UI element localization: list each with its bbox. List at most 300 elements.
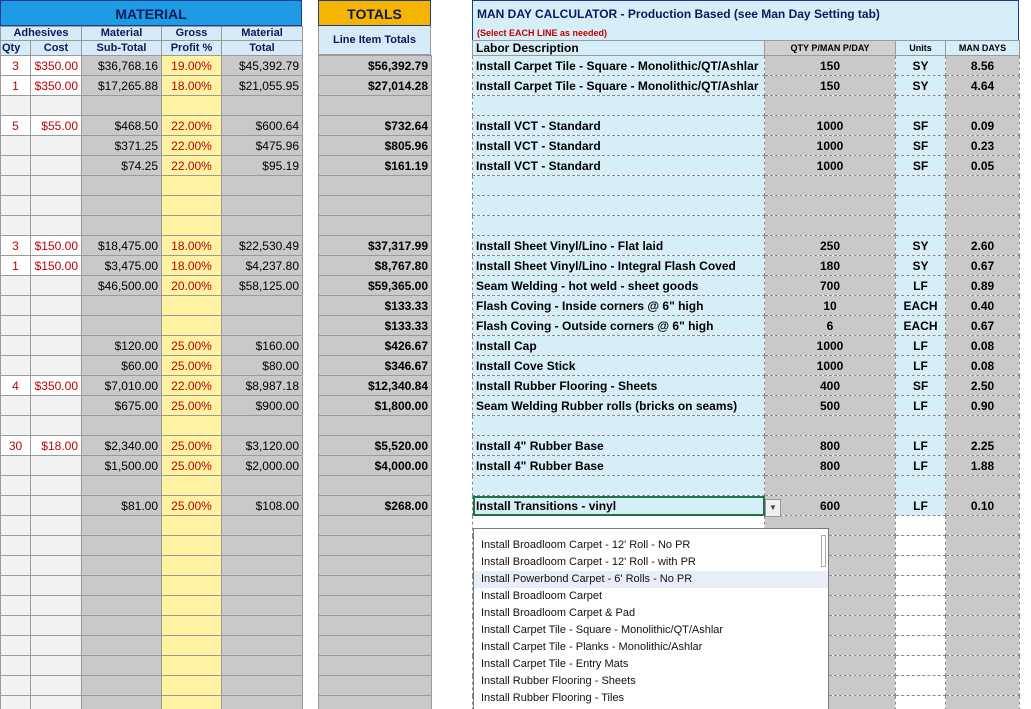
- gross-profit-cell[interactable]: [162, 476, 222, 496]
- labor-description-cell[interactable]: Install Sheet Vinyl/Lino - Integral Flash Coved: [473, 256, 765, 276]
- qty-cell[interactable]: [1, 596, 31, 616]
- subtotal-cell[interactable]: [82, 516, 162, 536]
- material-total-cell[interactable]: $4,237.80: [222, 256, 303, 276]
- line-item-total-cell[interactable]: $426.67: [319, 336, 432, 356]
- subtotal-cell[interactable]: [82, 96, 162, 116]
- material-total-cell[interactable]: [222, 176, 303, 196]
- dropdown-option[interactable]: Install Rubber Flooring - Tiles: [481, 692, 625, 704]
- labor-description-cell[interactable]: [473, 96, 765, 116]
- gross-profit-cell[interactable]: [162, 416, 222, 436]
- material-total-cell[interactable]: [222, 656, 303, 676]
- man-days-cell: 0.09: [946, 116, 1020, 136]
- subtotal-cell[interactable]: [82, 556, 162, 576]
- man-day-row: [473, 216, 1020, 236]
- man-days-cell: 1.88: [946, 456, 1020, 476]
- cost-cell[interactable]: [31, 496, 82, 516]
- subtotal-cell[interactable]: $81.00: [82, 496, 162, 516]
- labor-description-cell[interactable]: [473, 416, 765, 436]
- material-total-cell[interactable]: $95.19: [222, 156, 303, 176]
- subtotal-cell[interactable]: $17,265.88: [82, 76, 162, 96]
- totals-row: [319, 656, 432, 676]
- cost-cell[interactable]: [31, 456, 82, 476]
- totals-row: [319, 136, 432, 156]
- cost-cell[interactable]: [31, 276, 82, 296]
- labor-description-cell[interactable]: Install 4" Rubber Base: [473, 436, 765, 456]
- cost-cell[interactable]: $55.00: [31, 116, 82, 136]
- line-item-total-cell[interactable]: [319, 636, 432, 656]
- qty-cell[interactable]: [1, 536, 31, 556]
- gross-profit-cell[interactable]: [162, 636, 222, 656]
- cost-cell[interactable]: [31, 96, 82, 116]
- labor-description-dropdown[interactable]: [473, 528, 829, 709]
- cost-cell[interactable]: [31, 596, 82, 616]
- cost-cell[interactable]: [31, 296, 82, 316]
- gross-profit-cell[interactable]: [162, 576, 222, 596]
- subtotal-cell[interactable]: [82, 676, 162, 696]
- qty-cell[interactable]: [1, 316, 31, 336]
- labor-description-cell[interactable]: [473, 196, 765, 216]
- dropdown-toggle-button[interactable]: [765, 499, 781, 517]
- material-total-cell[interactable]: $160.00: [222, 336, 303, 356]
- labor-description-cell[interactable]: Seam Welding - hot weld - sheet goods: [473, 276, 765, 296]
- material-total-cell[interactable]: [222, 576, 303, 596]
- line-item-total-cell[interactable]: [319, 596, 432, 616]
- labor-description-cell[interactable]: Install VCT - Standard: [473, 116, 765, 136]
- subtotal-cell[interactable]: [82, 216, 162, 236]
- cost-cell[interactable]: [31, 636, 82, 656]
- qty-per-man-cell[interactable]: [765, 216, 896, 236]
- material-total-cell[interactable]: [222, 316, 303, 336]
- qty-cell[interactable]: [1, 196, 31, 216]
- qty-cell[interactable]: [1, 356, 31, 376]
- labor-description-cell[interactable]: Install Carpet Tile - Square - Monolithic/QT/Ashlar: [473, 76, 765, 96]
- cost-cell[interactable]: $18.00: [31, 436, 82, 456]
- man-days-cell: 2.60: [946, 236, 1020, 256]
- line-item-total-cell[interactable]: [319, 196, 432, 216]
- qty-cell[interactable]: [1, 416, 31, 436]
- line-item-total-cell[interactable]: [319, 676, 432, 696]
- line-item-total-cell[interactable]: [319, 556, 432, 576]
- gross-profit-cell[interactable]: 22.00%: [162, 156, 222, 176]
- gross-profit-cell[interactable]: [162, 296, 222, 316]
- gross-profit-cell[interactable]: [162, 556, 222, 576]
- cost-cell[interactable]: [31, 216, 82, 236]
- subtotal-header-top: Material: [82, 27, 162, 41]
- cost-cell[interactable]: [31, 696, 82, 709]
- line-item-total-cell[interactable]: $4,000.00: [319, 456, 432, 476]
- subtotal-cell[interactable]: [82, 696, 162, 709]
- subtotal-cell[interactable]: $36,768.16: [82, 56, 162, 76]
- line-item-total-cell[interactable]: [319, 216, 432, 236]
- subtotal-cell[interactable]: [82, 576, 162, 596]
- man-day-row: [473, 296, 1020, 316]
- gross-profit-cell[interactable]: [162, 656, 222, 676]
- qty-cell[interactable]: 4: [1, 376, 31, 396]
- qty-cell[interactable]: [1, 496, 31, 516]
- subtotal-cell[interactable]: [82, 536, 162, 556]
- cost-cell[interactable]: [31, 336, 82, 356]
- qty-per-man-cell[interactable]: 150: [765, 56, 896, 76]
- subtotal-cell[interactable]: $2,340.00: [82, 436, 162, 456]
- qty-cell[interactable]: [1, 216, 31, 236]
- gross-profit-cell[interactable]: [162, 196, 222, 216]
- cost-cell[interactable]: [31, 176, 82, 196]
- material-total-cell[interactable]: [222, 516, 303, 536]
- gross-profit-cell[interactable]: 22.00%: [162, 376, 222, 396]
- cost-cell[interactable]: $350.00: [31, 56, 82, 76]
- gross-profit-cell[interactable]: 19.00%: [162, 56, 222, 76]
- select-each-line-note: (Select EACH LINE as needed): [472, 26, 1019, 40]
- material-total-cell[interactable]: [222, 476, 303, 496]
- dropdown-option[interactable]: Install Carpet Tile - Square - Monolithic/QT/Ashlar: [481, 624, 724, 636]
- qty-cell[interactable]: [1, 516, 31, 536]
- qty-per-man-cell[interactable]: 500: [765, 396, 896, 416]
- qty-per-man-cell[interactable]: [765, 476, 896, 496]
- man-days-header: MAN DAYS: [946, 41, 1020, 56]
- material-total-cell[interactable]: $475.96: [222, 136, 303, 156]
- cost-cell[interactable]: [31, 156, 82, 176]
- line-item-total-cell[interactable]: $12,340.84: [319, 376, 432, 396]
- dropdown-option[interactable]: Install Rubber Flooring - Sheets: [481, 675, 636, 687]
- subtotal-cell[interactable]: $60.00: [82, 356, 162, 376]
- line-item-total-cell[interactable]: $59,365.00: [319, 276, 432, 296]
- units-cell: LF: [896, 496, 946, 516]
- gross-profit-cell[interactable]: [162, 696, 222, 709]
- qty-per-man-cell[interactable]: 1000: [765, 116, 896, 136]
- line-item-total-cell[interactable]: $268.00: [319, 496, 432, 516]
- material-total-cell[interactable]: [222, 556, 303, 576]
- material-total-cell[interactable]: [222, 596, 303, 616]
- gross-profit-cell[interactable]: 18.00%: [162, 76, 222, 96]
- line-item-total-cell[interactable]: [319, 576, 432, 596]
- qty-cell[interactable]: [1, 296, 31, 316]
- labor-description-cell[interactable]: [473, 176, 765, 196]
- subtotal-cell[interactable]: [82, 596, 162, 616]
- labor-description-cell[interactable]: [473, 476, 765, 496]
- line-item-total-cell[interactable]: $133.33: [319, 296, 432, 316]
- dropdown-option[interactable]: Install Broadloom Carpet & Pad: [481, 607, 636, 619]
- subtotal-cell[interactable]: [82, 316, 162, 336]
- material-total-cell[interactable]: [222, 616, 303, 636]
- cost-cell[interactable]: [31, 656, 82, 676]
- line-item-total-cell[interactable]: $133.33: [319, 316, 432, 336]
- line-item-total-cell[interactable]: [319, 616, 432, 636]
- qty-per-man-cell[interactable]: 150: [765, 76, 896, 96]
- line-item-total-cell[interactable]: $37,317.99: [319, 236, 432, 256]
- line-item-total-cell[interactable]: $732.64: [319, 116, 432, 136]
- units-cell: SY: [896, 256, 946, 276]
- qty-per-man-cell[interactable]: 1000: [765, 156, 896, 176]
- gross-profit-cell[interactable]: 25.00%: [162, 436, 222, 456]
- qty-cell[interactable]: [1, 136, 31, 156]
- totals-row: [319, 496, 432, 516]
- cost-cell[interactable]: [31, 316, 82, 336]
- labor-description-cell[interactable]: Flash Coving - Outside corners @ 6" high: [473, 316, 765, 336]
- man-days-cell: 0.90: [946, 396, 1020, 416]
- line-item-total-cell[interactable]: $56,392.79: [319, 56, 432, 76]
- line-item-total-cell[interactable]: [319, 176, 432, 196]
- subtotal-cell[interactable]: $18,475.00: [82, 236, 162, 256]
- material-total-cell[interactable]: $900.00: [222, 396, 303, 416]
- line-item-total-cell[interactable]: [319, 536, 432, 556]
- subtotal-cell[interactable]: $74.25: [82, 156, 162, 176]
- material-total-cell[interactable]: $600.64: [222, 116, 303, 136]
- subtotal-cell[interactable]: [82, 476, 162, 496]
- cost-cell[interactable]: [31, 556, 82, 576]
- subtotal-cell[interactable]: $46,500.00: [82, 276, 162, 296]
- material-row: [1, 356, 303, 376]
- gross-profit-cell[interactable]: 25.00%: [162, 456, 222, 476]
- dropdown-option[interactable]: Install Broadloom Carpet - 12' Roll - with PR: [481, 556, 696, 568]
- line-item-total-cell[interactable]: $27,014.28: [319, 76, 432, 96]
- gross-profit-cell[interactable]: 22.00%: [162, 136, 222, 156]
- cost-cell[interactable]: $350.00: [31, 76, 82, 96]
- cost-cell[interactable]: [31, 476, 82, 496]
- material-total-cell[interactable]: $45,392.79: [222, 56, 303, 76]
- qty-cell[interactable]: [1, 676, 31, 696]
- line-item-total-cell[interactable]: $805.96: [319, 136, 432, 156]
- units-cell: [896, 636, 946, 656]
- qty-per-man-cell[interactable]: 1000: [765, 336, 896, 356]
- qty-cell[interactable]: 5: [1, 116, 31, 136]
- man-day-row: [473, 356, 1020, 376]
- gross-profit-cell[interactable]: [162, 316, 222, 336]
- qty-per-man-cell[interactable]: 800: [765, 436, 896, 456]
- totals-row: [319, 276, 432, 296]
- gross-profit-cell[interactable]: 25.00%: [162, 396, 222, 416]
- qty-cell[interactable]: 3: [1, 236, 31, 256]
- gross-profit-cell[interactable]: [162, 596, 222, 616]
- gross-profit-cell[interactable]: 22.00%: [162, 116, 222, 136]
- gross-profit-cell[interactable]: [162, 536, 222, 556]
- material-total-cell[interactable]: [222, 296, 303, 316]
- dropdown-option[interactable]: Install Powerbond Carpet - 6' Rolls - No PR: [474, 571, 828, 588]
- qty-cell[interactable]: [1, 656, 31, 676]
- qty-cell[interactable]: 3: [1, 56, 31, 76]
- material-total-cell[interactable]: $3,120.00: [222, 436, 303, 456]
- labor-description-cell[interactable]: Install Sheet Vinyl/Lino - Flat laid: [473, 236, 765, 256]
- labor-description-cell[interactable]: [473, 216, 765, 236]
- units-cell: SY: [896, 56, 946, 76]
- subtotal-cell[interactable]: [82, 416, 162, 436]
- line-item-total-cell[interactable]: [319, 476, 432, 496]
- qty-per-man-cell[interactable]: 250: [765, 236, 896, 256]
- gross-profit-cell[interactable]: 25.00%: [162, 336, 222, 356]
- qty-per-man-cell[interactable]: 700: [765, 276, 896, 296]
- cost-cell[interactable]: [31, 536, 82, 556]
- qty-per-man-cell[interactable]: 180: [765, 256, 896, 276]
- gross-profit-cell[interactable]: 25.00%: [162, 356, 222, 376]
- qty-per-man-cell[interactable]: 10: [765, 296, 896, 316]
- qty-cell[interactable]: 1: [1, 76, 31, 96]
- qty-per-man-cell[interactable]: [765, 416, 896, 436]
- subtotal-cell[interactable]: $7,010.00: [82, 376, 162, 396]
- cost-cell[interactable]: [31, 616, 82, 636]
- dropdown-scrollbar-thumb[interactable]: [821, 535, 826, 567]
- man-days-cell: 0.89: [946, 276, 1020, 296]
- gross-profit-cell[interactable]: [162, 516, 222, 536]
- labor-description-cell[interactable]: Install VCT - Standard: [473, 136, 765, 156]
- subtotal-cell[interactable]: $675.00: [82, 396, 162, 416]
- qty-per-man-cell[interactable]: [765, 96, 896, 116]
- line-item-total-cell[interactable]: $8,767.80: [319, 256, 432, 276]
- labor-description-cell[interactable]: Seam Welding Rubber rolls (bricks on seams): [473, 396, 765, 416]
- subtotal-cell[interactable]: [82, 616, 162, 636]
- qty-cell[interactable]: 30: [1, 436, 31, 456]
- units-cell: LF: [896, 276, 946, 296]
- qty-per-man-cell[interactable]: 6: [765, 316, 896, 336]
- material-total-cell[interactable]: $2,000.00: [222, 456, 303, 476]
- material-total-cell[interactable]: [222, 636, 303, 656]
- line-item-total-cell[interactable]: [319, 516, 432, 536]
- units-cell: [896, 556, 946, 576]
- cost-cell[interactable]: $350.00: [31, 376, 82, 396]
- material-total-cell[interactable]: $8,987.18: [222, 376, 303, 396]
- totals-row: [319, 396, 432, 416]
- qty-per-man-cell[interactable]: [765, 196, 896, 216]
- gross-profit-cell[interactable]: [162, 676, 222, 696]
- cost-cell[interactable]: [31, 416, 82, 436]
- line-item-total-cell[interactable]: $1,800.00: [319, 396, 432, 416]
- material-row: [1, 536, 303, 556]
- material-total-cell[interactable]: [222, 696, 303, 709]
- subtotal-cell[interactable]: $3,475.00: [82, 256, 162, 276]
- qty-cell[interactable]: [1, 176, 31, 196]
- gross-profit-cell[interactable]: [162, 176, 222, 196]
- man-day-title-bar: [472, 0, 1019, 26]
- cost-cell[interactable]: [31, 356, 82, 376]
- totals-row: [319, 76, 432, 96]
- labor-description-cell[interactable]: Install 4" Rubber Base: [473, 456, 765, 476]
- qty-cell[interactable]: [1, 556, 31, 576]
- material-total-cell[interactable]: [222, 196, 303, 216]
- material-total-cell[interactable]: [222, 96, 303, 116]
- qty-cell[interactable]: [1, 156, 31, 176]
- units-header: Units: [896, 41, 946, 56]
- subtotal-cell[interactable]: [82, 296, 162, 316]
- units-cell: [896, 216, 946, 236]
- qty-per-man-cell[interactable]: 600: [765, 496, 896, 516]
- gross-profit-cell[interactable]: [162, 216, 222, 236]
- qty-cell[interactable]: [1, 336, 31, 356]
- subtotal-cell[interactable]: [82, 656, 162, 676]
- material-total-cell[interactable]: $22,530.49: [222, 236, 303, 256]
- subtotal-cell[interactable]: [82, 176, 162, 196]
- qty-cell[interactable]: 1: [1, 256, 31, 276]
- line-item-total-cell[interactable]: $346.67: [319, 356, 432, 376]
- gross-profit-cell[interactable]: 18.00%: [162, 256, 222, 276]
- material-total-cell[interactable]: [222, 216, 303, 236]
- subtotal-cell[interactable]: [82, 636, 162, 656]
- units-cell: [896, 176, 946, 196]
- qty-cell[interactable]: [1, 476, 31, 496]
- qty-per-man-header: QTY P/MAN P/DAY: [765, 41, 896, 56]
- labor-description-cell[interactable]: Install Cove Stick: [473, 356, 765, 376]
- material-total-cell[interactable]: $21,055.95: [222, 76, 303, 96]
- qty-per-man-cell[interactable]: [765, 176, 896, 196]
- line-item-total-cell[interactable]: [319, 96, 432, 116]
- labor-description-cell[interactable]: Install Rubber Flooring - Sheets: [473, 376, 765, 396]
- gross-profit-cell[interactable]: [162, 616, 222, 636]
- line-item-total-cell[interactable]: $5,520.00: [319, 436, 432, 456]
- man-days-cell: [946, 576, 1020, 596]
- units-cell: [896, 516, 946, 536]
- material-total-cell[interactable]: [222, 416, 303, 436]
- cost-cell[interactable]: [31, 576, 82, 596]
- material-total-cell[interactable]: [222, 676, 303, 696]
- line-item-total-cell[interactable]: [319, 696, 432, 709]
- labor-description-cell[interactable]: Flash Coving - Inside corners @ 6" high: [473, 296, 765, 316]
- material-total-cell[interactable]: $108.00: [222, 496, 303, 516]
- qty-cell[interactable]: [1, 396, 31, 416]
- subtotal-cell[interactable]: $1,500.00: [82, 456, 162, 476]
- material-row: [1, 436, 303, 456]
- man-day-row: [473, 96, 1020, 116]
- qty-cell[interactable]: [1, 96, 31, 116]
- cost-cell[interactable]: $150.00: [31, 256, 82, 276]
- material-total-cell[interactable]: $80.00: [222, 356, 303, 376]
- qty-cell[interactable]: [1, 616, 31, 636]
- dropdown-option[interactable]: Install Carpet Tile - Planks - Monolithic/Ashlar: [481, 641, 703, 653]
- material-row: [1, 636, 303, 656]
- gross-profit-cell[interactable]: [162, 96, 222, 116]
- gross-profit-cell[interactable]: 25.00%: [162, 496, 222, 516]
- cost-cell[interactable]: [31, 396, 82, 416]
- subtotal-cell[interactable]: [82, 196, 162, 216]
- labor-description-cell[interactable]: Install Transitions - vinyl: [473, 496, 765, 516]
- line-item-total-cell[interactable]: $161.19: [319, 156, 432, 176]
- subtotal-cell[interactable]: $120.00: [82, 336, 162, 356]
- cost-cell[interactable]: [31, 136, 82, 156]
- subtotal-cell[interactable]: $468.50: [82, 116, 162, 136]
- gross-profit-cell[interactable]: 18.00%: [162, 236, 222, 256]
- qty-cell[interactable]: [1, 576, 31, 596]
- dropdown-option[interactable]: Install Broadloom Carpet: [481, 590, 603, 602]
- dropdown-options-list: [474, 529, 828, 707]
- totals-row: [319, 176, 432, 196]
- man-day-row: [473, 436, 1020, 456]
- dropdown-option[interactable]: Install Broadloom Carpet - 12' Roll - No PR: [481, 539, 691, 551]
- material-total-cell[interactable]: [222, 536, 303, 556]
- labor-description-cell[interactable]: Install Cap: [473, 336, 765, 356]
- totals-row: [319, 356, 432, 376]
- cost-cell[interactable]: $150.00: [31, 236, 82, 256]
- dropdown-option[interactable]: Install Carpet Tile - Entry Mats: [481, 658, 629, 670]
- qty-cell[interactable]: [1, 276, 31, 296]
- cost-cell[interactable]: [31, 196, 82, 216]
- cost-cell[interactable]: [31, 676, 82, 696]
- man-day-row: [473, 76, 1020, 96]
- qty-cell[interactable]: [1, 636, 31, 656]
- material-row: [1, 676, 303, 696]
- material-total-cell[interactable]: $58,125.00: [222, 276, 303, 296]
- labor-description-cell[interactable]: Install Carpet Tile - Square - Monolithic/QT/Ashlar: [473, 56, 765, 76]
- gross-profit-cell[interactable]: 20.00%: [162, 276, 222, 296]
- totals-panel: [318, 0, 431, 709]
- qty-cell[interactable]: [1, 696, 31, 709]
- totals-row: [319, 316, 432, 336]
- qty-per-man-cell[interactable]: 800: [765, 456, 896, 476]
- cost-cell[interactable]: [31, 516, 82, 536]
- line-item-total-cell[interactable]: [319, 416, 432, 436]
- qty-per-man-cell[interactable]: 1000: [765, 356, 896, 376]
- qty-per-man-cell[interactable]: 400: [765, 376, 896, 396]
- line-item-total-cell[interactable]: [319, 656, 432, 676]
- qty-per-man-cell[interactable]: 1000: [765, 136, 896, 156]
- labor-description-cell[interactable]: Install VCT - Standard: [473, 156, 765, 176]
- subtotal-cell[interactable]: $371.25: [82, 136, 162, 156]
- qty-cell[interactable]: [1, 456, 31, 476]
